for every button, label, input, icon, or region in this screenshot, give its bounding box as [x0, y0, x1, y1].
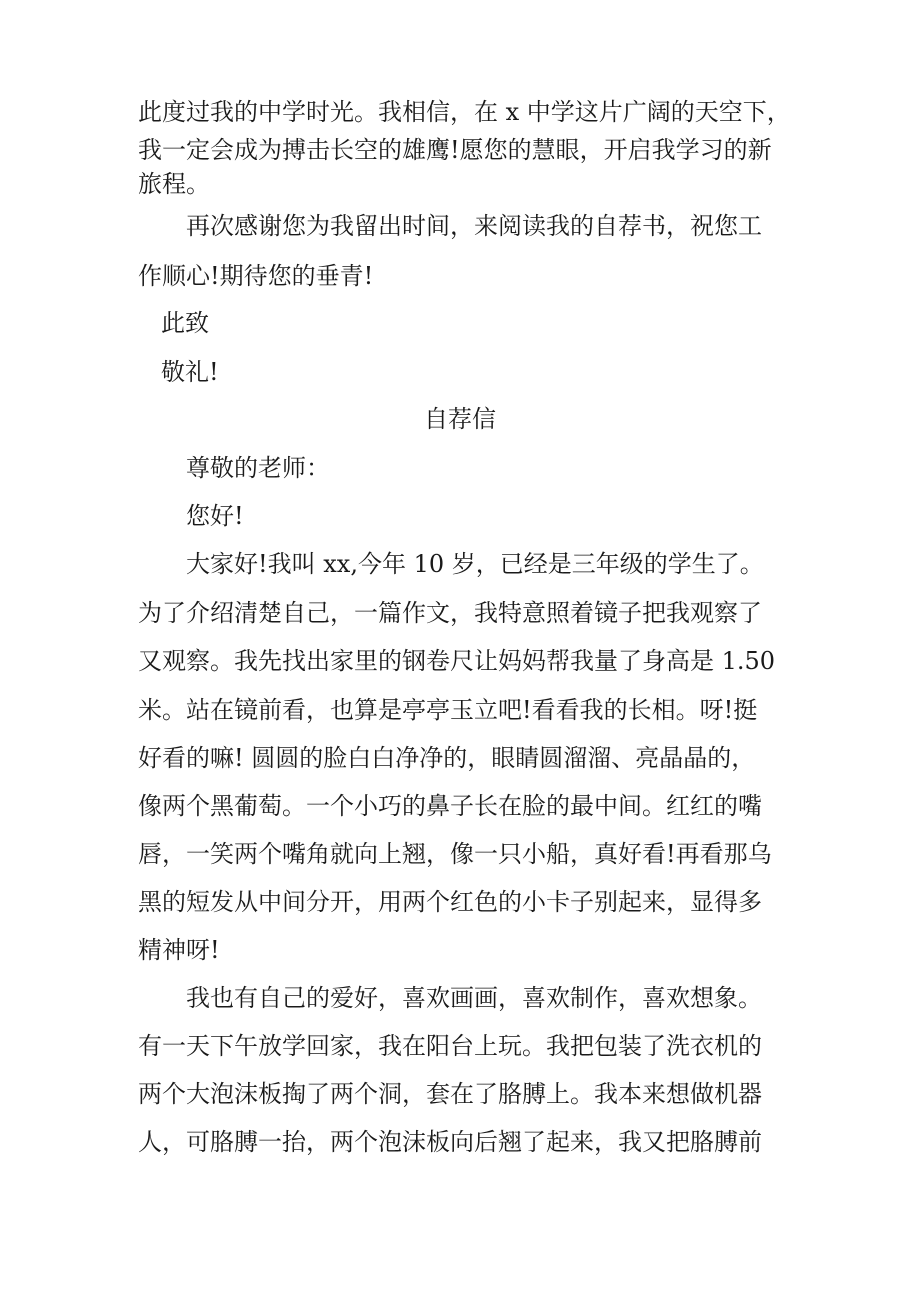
paragraph-line: 米。站在镜前看，也算是亭亭玉立吧!看看我的长相。呀!挺: [138, 696, 758, 724]
paragraph-line: 唇，一笑两个嘴角就向上翘，像一只小船，真好看!再看那乌: [138, 840, 772, 868]
paragraph-line: 我一定会成为搏击长空的雄鹰!愿您的慧眼，开启我学习的新: [138, 136, 772, 164]
greeting: 您好!: [186, 502, 244, 530]
closing-line: 此致: [161, 309, 209, 337]
paragraph-line: 此度过我的中学时光。我相信，在 x 中学这片广阔的天空下，: [138, 98, 791, 126]
paragraph-line: 大家好!我叫 xx,今年 10 岁，已经是三年级的学生了。: [186, 550, 764, 578]
paragraph-line: 为了介绍清楚自己，一篇作文，我特意照着镜子把我观察了: [138, 599, 762, 627]
paragraph-line: 再次感谢您为我留出时间，来阅读我的自荐书，祝您工: [186, 212, 762, 240]
paragraph-line: 黑的短发从中间分开，用两个红色的小卡子别起来，显得多: [138, 888, 762, 916]
paragraph-line: 有一天下午放学回家，我在阳台上玩。我把包装了洗衣机的: [138, 1032, 762, 1060]
paragraph-line: 人，可胳膊一抬，两个泡沫板向后翘了起来，我又把胳膊前: [138, 1128, 762, 1156]
paragraph-line: 旅程。: [138, 170, 210, 198]
closing-line: 敬礼!: [161, 358, 219, 386]
document-title: 自荐信: [424, 405, 496, 433]
paragraph-line: 我也有自己的爱好，喜欢画画，喜欢制作，喜欢想象。: [186, 984, 762, 1012]
paragraph-line: 精神呀!: [138, 936, 220, 964]
paragraph-line: 好看的嘛! 圆圆的脸白白净净的，眼睛圆溜溜、亮晶晶的，: [138, 744, 756, 772]
paragraph-line: 像两个黑葡萄。一个小巧的鼻子长在脸的最中间。红红的嘴: [138, 792, 762, 820]
paragraph-line: 又观察。我先找出家里的钢卷尺让妈妈帮我量了身高是 1.50: [138, 647, 776, 675]
paragraph-line: 两个大泡沫板掏了两个洞，套在了胳膊上。我本来想做机器: [138, 1080, 762, 1108]
paragraph-line: 作顺心!期待您的垂青!: [138, 262, 374, 290]
salutation: 尊敬的老师：: [186, 454, 330, 482]
